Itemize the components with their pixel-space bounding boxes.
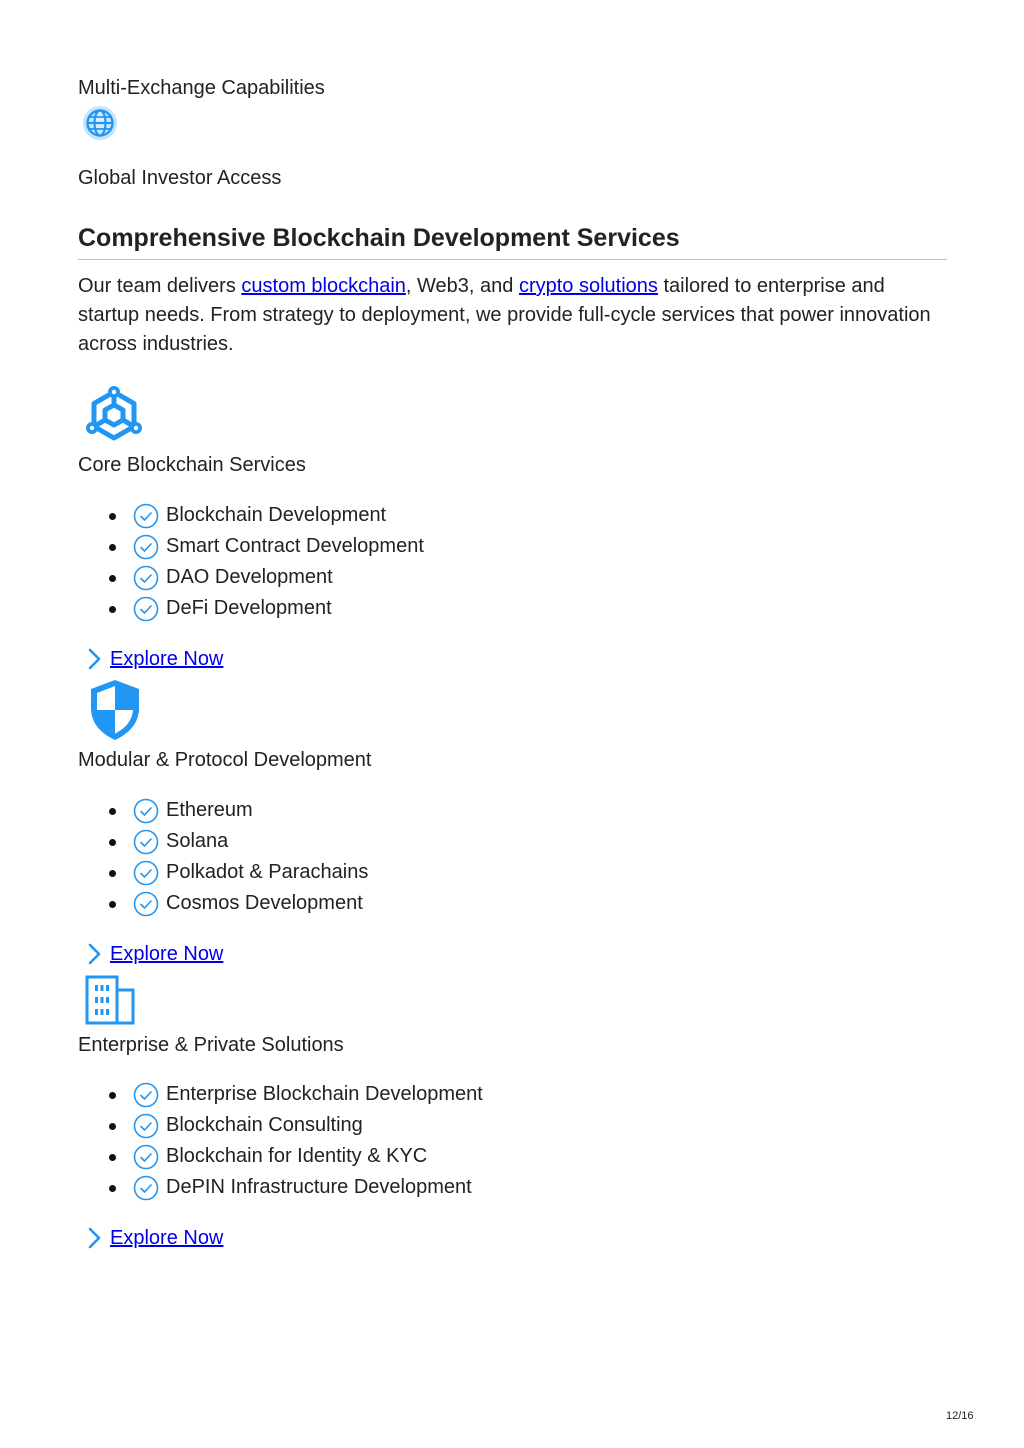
custom-blockchain-link[interactable]: custom blockchain [241,275,406,297]
bullet-dot [109,870,116,877]
check-circle-icon [133,860,159,886]
bullet-dot [109,513,116,520]
check-circle-icon [133,798,159,824]
enterprise-services-list [78,1079,483,1203]
list-item-label: Polkadot & Parachains [166,861,369,883]
page-number: 12/16 [946,1410,974,1422]
core-services-list [78,500,424,624]
group-title-modular: Modular & Protocol Development [78,749,372,771]
bullet-dot [109,808,116,815]
list-item-label: Cosmos Development [166,892,363,914]
list-item [109,795,368,826]
list-item [109,888,368,919]
intro-text-after: tailored to enterprise and startup needs. From strategy to deployment, we provide full-cycle services that power innovation across industries. [78,275,931,355]
list-item [109,1141,483,1172]
check-circle-icon [133,1082,159,1108]
list-item [109,562,424,593]
list-item-label: Blockchain Development [166,504,387,526]
check-circle-icon [133,1113,159,1139]
check-circle-icon [133,565,159,591]
list-item-label: Blockchain Consulting [166,1114,363,1136]
building-icon [84,974,136,1026]
check-circle-icon [133,503,159,529]
bullet-dot [109,901,116,908]
list-item-label: Solana [166,830,229,852]
bullet-dot [109,544,116,551]
bullet-dot [109,839,116,846]
list-item [109,1110,483,1141]
check-circle-icon [133,1175,159,1201]
globe-icon [81,104,119,142]
check-circle-icon [133,534,159,560]
list-item-label: Enterprise Blockchain Development [166,1083,483,1105]
multi-exchange-label: Multi-Exchange Capabilities [78,77,325,99]
group-title-core: Core Blockchain Services [78,454,306,476]
chevron-right-icon [84,1227,104,1249]
list-item-label: DeFi Development [166,597,332,619]
list-item [109,857,368,888]
chevron-right-icon [84,943,104,965]
bullet-dot [109,1154,116,1161]
bullet-dot [109,1123,116,1130]
bullet-dot [109,1185,116,1192]
list-item-label: Smart Contract Development [166,535,424,557]
modular-services-list [78,795,368,919]
network-cube-icon [83,384,145,446]
intro-paragraph [78,272,948,359]
bullet-dot [109,606,116,613]
explore-now-link[interactable]: Explore Now [110,1227,224,1249]
group-title-enterprise: Enterprise & Private Solutions [78,1034,344,1056]
intro-text-before: Our team delivers [78,275,242,297]
list-item [109,593,424,624]
list-item-label: DAO Development [166,566,333,588]
check-circle-icon [133,596,159,622]
chevron-right-icon [84,648,104,670]
shield-icon [88,678,142,742]
crypto-solutions-link[interactable]: crypto solutions [518,275,658,297]
explore-now-link[interactable]: Explore Now [110,648,224,670]
bullet-dot [109,1092,116,1099]
list-item [109,1079,483,1110]
list-item-label: Blockchain for Identity & KYC [166,1145,428,1167]
bullet-dot [109,575,116,582]
check-circle-icon [133,891,159,917]
check-circle-icon [133,829,159,855]
list-item [109,531,424,562]
section-title: Comprehensive Blockchain Development Services [78,222,947,260]
check-circle-icon [133,1144,159,1170]
list-item [109,500,424,531]
intro-text-middle: , Web3, and [405,275,519,297]
list-item-label: DePIN Infrastructure Development [166,1176,472,1198]
list-item-label: Ethereum [166,799,253,821]
list-item [109,1172,483,1203]
global-investor-label: Global Investor Access [78,167,282,189]
list-item [109,826,368,857]
explore-now-link[interactable]: Explore Now [110,943,224,965]
